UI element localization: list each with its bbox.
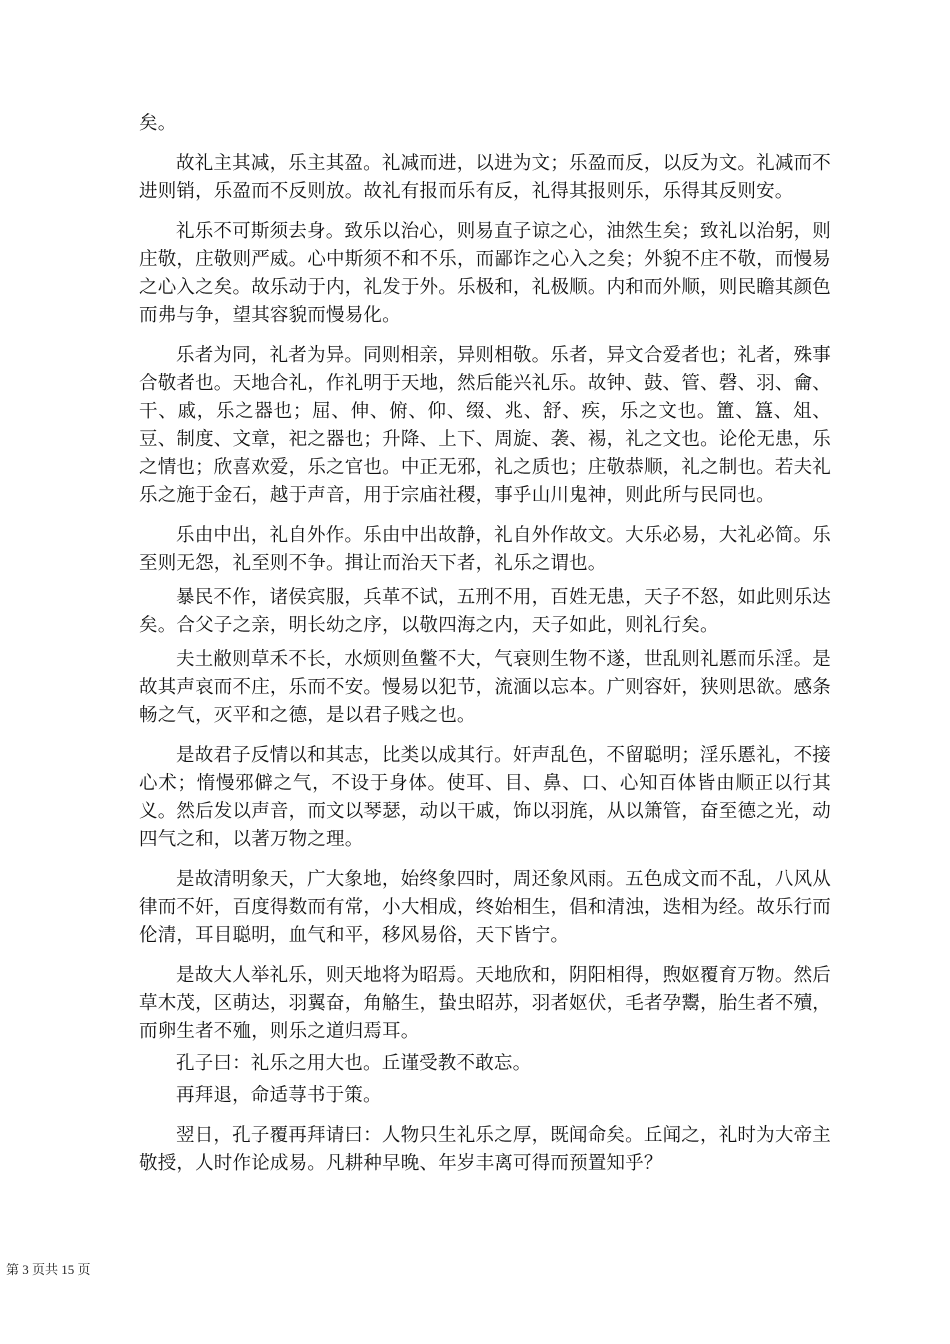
paragraph: 是故君子反情以和其志，比类以成其行。奸声乱色，不留聪明；淫乐慝礼，不接心术；惰慢邪僻之气，不设于身体。使耳、目、鼻、口、心知百体皆由顺正以行其义。然后发以声音，而文以琴瑟，动以干戚，饰以羽旄，从以箫管，奋至德之光，动四气之和，以著万物之理。: [139, 745, 831, 850]
paragraph: 故礼主其减，乐主其盈。礼减而进，以进为文；乐盈而反，以反为文。礼减而不进则销，乐盈而不反则放。故礼有报而乐有反，礼得其报则乐，乐得其反则安。: [139, 153, 831, 202]
paragraph: 暴民不作，诸侯宾服，兵革不试，五刑不用，百姓无患，天子不怒，如此则乐达矣。合父子之亲，明长幼之序，以敬四海之内，天子如此，则礼行矣。: [139, 587, 831, 636]
paragraph: 乐者为同，礼者为异。同则相亲，异则相敬。乐者，异文合爱者也；礼者，殊事合敬者也。天地合礼，作礼明于天地，然后能兴礼乐。故钟、鼓、管、磬、羽、龠、干、戚，乐之器也；屈、伸、俯、仰、缀、兆、舒、疾，乐之文也。簠、簋、俎、豆、制度、文章，祀之器也；升降、上下、周旋、袭、裼，礼之文也。论伦无患，乐之情也；欣喜欢爱，乐之官也。中正无邪，礼之质也；庄敬恭顺，礼之制也。若夫礼乐之施于金石，越于声音，用于宗庙社稷，事乎山川鬼神，则此所与民同也。: [139, 345, 831, 506]
paragraph: 夫土敝则草禾不长，水烦则鱼鳖不大，气衰则生物不遂，世乱则礼慝而乐淫。是故其声哀而不庄，乐而不安。慢易以犯节，流湎以忘本。广则容奸，狭则思欲。感条畅之气，灭平和之德，是以君子贱之也。: [139, 649, 831, 726]
paragraph: 乐由中出，礼自外作。乐由中出故静，礼自外作故文。大乐必易，大礼必简。乐至则无怨，礼至则不争。揖让而治天下者，礼乐之谓也。: [139, 525, 831, 574]
paragraph: 翌日，孔子覆再拜请曰：人物只生礼乐之厚，既闻命矣。丘闻之，礼时为大帝主敬授，人时作论成易。凡耕种早晚、年岁丰离可得而预置知乎？: [139, 1125, 831, 1174]
page-number-footer: 第 3 页共 15 页: [6, 1262, 91, 1277]
paragraph: 是故清明象天，广大象地，始终象四时，周还象风雨。五色成文而不乱，八风从律而不奸，百度得数而有常，小大相成，终始相生，倡和清浊，迭相为经。故乐行而伦清，耳目聪明，血气和平，移风易俗，天下皆宁。: [139, 869, 831, 946]
document-body: [139, 110, 831, 1178]
paragraph: 礼乐不可斯须去身。致乐以治心，则易直子谅之心，油然生矣；致礼以治躬，则庄敬，庄敬则严威。心中斯须不和不乐，而鄙诈之心入之矣；外貌不庄不敬，而慢易之心入之矣。故乐动于内，礼发于外。乐极和，礼极顺。内和而外顺，则民瞻其颜色而弗与争，望其容貌而慢易化。: [139, 221, 831, 326]
paragraph: 是故大人举礼乐，则天地将为昭焉。天地欣和，阴阳相得，煦妪覆育万物。然后草木茂，区萌达，羽翼奋，角觡生，蛰虫昭苏，羽者妪伏，毛者孕鬻，胎生者不殰，而卵生者不殈，则乐之道归焉耳。: [139, 965, 831, 1042]
paragraph: 矣。: [139, 113, 177, 134]
paragraph: 再拜退，命适荨书于策。: [176, 1085, 382, 1106]
paragraph: 孔子曰：礼乐之用大也。丘谨受教不敢忘。: [176, 1053, 532, 1074]
